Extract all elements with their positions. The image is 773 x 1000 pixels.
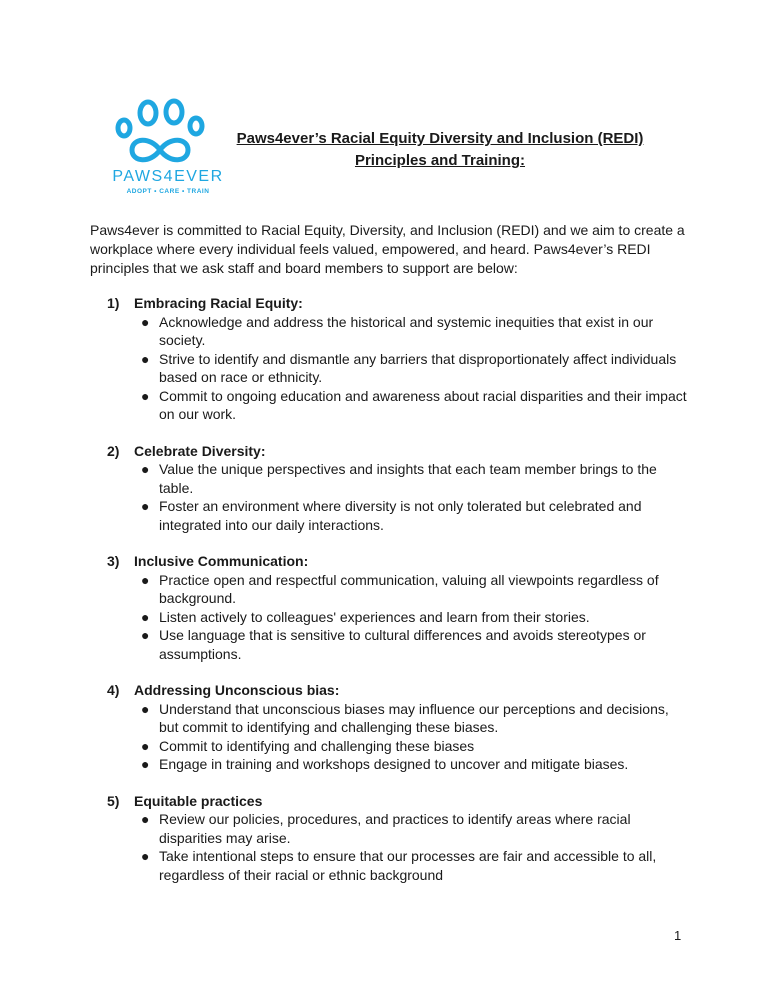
principles-list <box>107 294 687 902</box>
section-heading: Equitable practices <box>134 792 263 809</box>
list-item: ● Strive to identify and dismantle any barriers that disproportionately affect individuals based on race or ethnicity. <box>141 350 677 385</box>
section-equitable-practices <box>107 792 687 885</box>
section-number: 3) <box>107 553 120 569</box>
list-item: ● Commit to identifying and challenging these biases <box>141 737 475 754</box>
bullet-icon: ● <box>141 350 150 367</box>
page-title <box>230 128 650 172</box>
section-racial-equity <box>107 294 687 424</box>
list-item: ● Understand that unconscious biases may influence our perceptions and decisions, but commit to identifying and challenging these biases. <box>141 700 669 735</box>
list-item: ● Listen actively to colleagues' experiences and learn from their stories. <box>141 608 590 625</box>
bullet-icon: ● <box>141 571 150 588</box>
paw-infinity-icon <box>110 98 226 166</box>
list-item: ● Commit to ongoing education and awareness about racial disparities and their impact on our work. <box>141 387 687 422</box>
logo-tagline: ADOPT • CARE • TRAIN <box>126 188 210 195</box>
section-number: 2) <box>107 442 120 459</box>
list-item: ● Engage in training and workshops designed to uncover and mitigate biases. <box>141 756 629 772</box>
intro-paragraph: Paws4ever is committed to Racial Equity, Diversity, and Inclusion (REDI) and we aim to create a workplace where every individual feels valued, empowered, and heard. Paws4ever’s REDI principles that we ask staff and board members to support are below: <box>90 222 685 276</box>
logo <box>108 98 228 198</box>
section-number: 4) <box>107 682 120 698</box>
title-line-2: Principles and Training: <box>354 152 526 169</box>
list-item: ● Take intentional steps to ensure that our processes are fair and accessible to all, regardless of their racial or ethnic background <box>141 848 657 883</box>
logo-wordmark: PAWS4EVER <box>112 168 224 185</box>
section-heading: Embracing Racial Equity: <box>134 295 303 311</box>
bullet-icon: ● <box>141 387 150 404</box>
list-item: ● Practice open and respectful communication, valuing all viewpoints regardless of background. <box>141 571 659 606</box>
bullet-icon: ● <box>141 756 150 772</box>
section-number: 5) <box>107 792 120 809</box>
title-line-1: Paws4ever’s Racial Equity Diversity and Inclusion (REDI) <box>236 130 644 147</box>
list-item: ● Foster an environment where diversity is not only tolerated but celebrated and integrated into our daily interactions. <box>141 498 642 533</box>
bullet-icon: ● <box>141 461 150 477</box>
bullet-icon: ● <box>141 848 150 864</box>
section-unconscious-bias <box>107 681 687 774</box>
bullet-icon: ● <box>141 627 150 643</box>
section-heading: Addressing Unconscious bias: <box>134 682 340 698</box>
page-number: 1 <box>674 928 682 943</box>
section-heading: Celebrate Diversity: <box>134 442 266 459</box>
bullet-icon: ● <box>141 313 150 330</box>
list-item: ● Value the unique perspectives and insights that each team member brings to the table. <box>141 461 657 496</box>
bullet-icon: ● <box>141 608 150 625</box>
section-number: 1) <box>107 295 120 311</box>
list-item: ● Acknowledge and address the historical and systemic inequities that exist in our society. <box>141 313 654 348</box>
section-diversity <box>107 442 687 535</box>
list-item: ● Use language that is sensitive to cultural differences and avoids stereotypes or assumptions. <box>141 627 646 662</box>
section-communication <box>107 552 687 663</box>
list-item: ● Review our policies, procedures, and practices to identify areas where racial disparities may arise. <box>141 811 631 846</box>
section-heading: Inclusive Communication: <box>134 553 309 569</box>
bullet-icon: ● <box>141 498 150 514</box>
bullet-icon: ● <box>141 737 150 754</box>
bullet-icon: ● <box>141 700 150 717</box>
bullet-icon: ● <box>141 811 150 827</box>
